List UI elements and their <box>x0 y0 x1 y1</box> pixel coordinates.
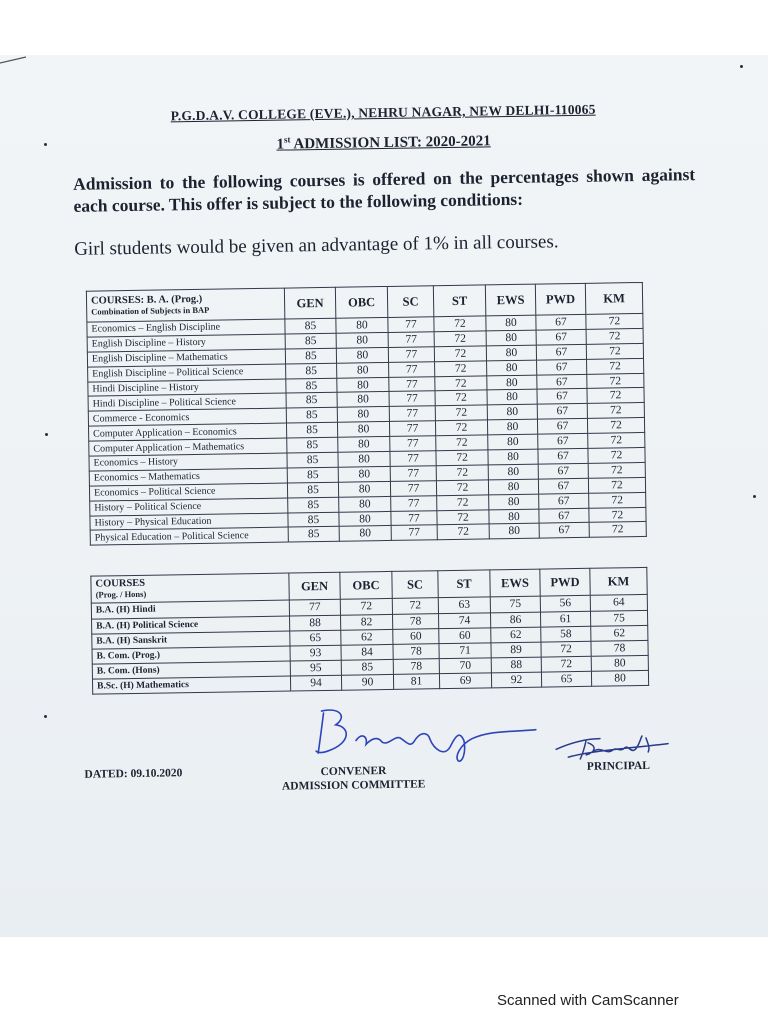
cutoff-cell-ews: 80 <box>489 509 539 525</box>
cutoff-cell-obc: 80 <box>339 496 391 512</box>
course-column-header <box>86 288 284 322</box>
cutoff-cell-obc: 80 <box>337 392 389 408</box>
cutoff-cell-pwd: 72 <box>541 656 591 672</box>
cutoff-cell-pwd: 67 <box>537 359 587 375</box>
course-name-cell: B. Com. (Prog.) <box>92 646 290 664</box>
cutoff-cell-gen: 93 <box>290 645 341 661</box>
cutoff-cell-pwd: 67 <box>537 404 587 420</box>
intro-paragraph: Admission to the following courses is offered on the percentages shown against each course. This offer is subject to the following conditions: <box>73 164 696 216</box>
cutoff-cell-obc: 80 <box>338 466 390 482</box>
cutoff-cell-gen: 85 <box>288 512 339 528</box>
cutoff-cell-st: 69 <box>439 673 491 689</box>
cutoff-cell-pwd: 65 <box>541 672 591 688</box>
cutoff-cell-st: 72 <box>435 390 487 406</box>
cutoff-cell-km: 72 <box>588 433 645 449</box>
cutoff-cell-sc: 78 <box>393 659 439 675</box>
cutoff-cell-gen: 85 <box>287 452 338 468</box>
column-header-obc: OBC <box>335 286 387 318</box>
page-corner-mark <box>0 55 40 75</box>
cutoff-cell-st: 72 <box>436 435 488 451</box>
cutoff-cell-km: 80 <box>591 656 648 672</box>
cutoff-cell-st: 72 <box>437 495 489 511</box>
cutoff-cell-sc: 77 <box>390 466 436 482</box>
cutoff-cell-km: 72 <box>586 313 643 329</box>
list-ordinal: 1 <box>276 136 285 153</box>
cutoff-cell-ews: 80 <box>487 419 537 435</box>
cutoff-cell-pwd: 67 <box>537 419 587 435</box>
cutoff-cell-st: 60 <box>439 628 491 644</box>
cutoff-cell-obc: 80 <box>338 437 390 453</box>
scan-speck <box>44 715 47 718</box>
cutoff-cell-obc: 80 <box>336 317 388 333</box>
cutoff-cell-gen: 85 <box>286 378 337 394</box>
course-name-cell: Hindi Discipline – History <box>88 379 286 397</box>
cutoff-cell-obc: 62 <box>341 629 393 645</box>
cutoff-cell-ews: 75 <box>490 596 540 612</box>
cutoff-cell-gen: 85 <box>287 467 338 483</box>
cutoff-cell-sc: 72 <box>392 598 438 614</box>
cutoff-cell-km: 72 <box>588 477 645 493</box>
cutoff-cell-st: 70 <box>439 658 491 674</box>
cutoff-cell-sc: 77 <box>391 525 437 541</box>
cutoff-cell-sc: 77 <box>389 406 435 422</box>
course-name-cell: Hindi Discipline – Political Science <box>88 394 286 412</box>
cutoff-cell-obc: 80 <box>337 377 389 393</box>
cutoff-cell-sc: 77 <box>390 436 436 452</box>
course-name-cell: B.Sc. (H) Mathematics <box>92 676 290 694</box>
cutoff-cell-km: 78 <box>591 640 648 656</box>
column-header-gen: GEN <box>284 287 335 319</box>
cutoff-cell-st: 71 <box>439 643 491 659</box>
cutoff-cell-pwd: 67 <box>536 344 586 360</box>
cutoff-cell-km: 72 <box>587 358 644 374</box>
cutoff-cell-st: 72 <box>434 316 486 332</box>
course-name-cell: B. Com. (Hons) <box>92 661 290 679</box>
cutoff-cell-km: 75 <box>590 610 647 626</box>
column-header-km: KM <box>590 568 647 596</box>
cutoff-cell-obc: 80 <box>337 407 389 423</box>
cutoff-cell-ews: 80 <box>487 375 537 391</box>
course-name-cell: Commerce - Economics <box>88 408 286 426</box>
cutoff-cell-sc: 77 <box>388 317 434 333</box>
convener-title: CONVENER <box>320 765 387 779</box>
course-name-cell: Physical Education – Political Science <box>90 528 288 546</box>
cutoff-cell-pwd: 56 <box>540 596 590 612</box>
cutoff-cell-gen: 77 <box>289 600 340 616</box>
table-body <box>91 595 648 695</box>
cutoff-cell-pwd: 58 <box>541 626 591 642</box>
cutoff-cell-sc: 77 <box>389 361 435 377</box>
cutoff-cell-st: 72 <box>436 465 488 481</box>
cutoff-cell-ews: 80 <box>487 390 537 406</box>
cutoff-cell-pwd: 61 <box>540 611 590 627</box>
cutoff-cell-st: 72 <box>437 524 489 540</box>
course-name-cell: Economics – Political Science <box>89 483 287 501</box>
cutoff-cell-st: 74 <box>438 612 490 628</box>
cutoff-cell-ews: 88 <box>491 657 541 673</box>
list-ordinal-suffix: st <box>283 134 291 145</box>
cutoff-cell-sc: 78 <box>392 613 438 629</box>
cutoff-cell-sc: 77 <box>391 510 437 526</box>
cutoff-cell-sc: 77 <box>389 421 435 437</box>
cutoff-cell-pwd: 67 <box>539 508 589 524</box>
cutoff-cell-gen: 85 <box>288 497 339 513</box>
cutoff-cell-st: 72 <box>435 361 487 377</box>
cutoff-cell-pwd: 67 <box>539 523 589 539</box>
cutoff-cell-ews: 80 <box>486 330 536 346</box>
column-header-km: KM <box>585 282 642 314</box>
cutoff-cell-gen: 88 <box>290 615 341 631</box>
cutoff-cell-obc: 80 <box>339 526 391 542</box>
cutoff-cell-km: 72 <box>589 492 646 508</box>
column-header-gen: GEN <box>289 573 340 601</box>
cutoff-cell-ews: 80 <box>487 404 537 420</box>
column-header-pwd: PWD <box>535 283 585 315</box>
course-name-cell: Economics – Mathematics <box>89 468 287 486</box>
cutoff-cell-gen: 85 <box>286 363 337 379</box>
course-name-cell: Computer Application – Mathematics <box>89 438 287 456</box>
course-header-title: COURSES <box>95 578 146 590</box>
cutoff-cell-sc: 77 <box>388 347 434 363</box>
cutoff-cell-st: 72 <box>435 405 487 421</box>
cutoff-cell-gen: 94 <box>290 676 341 692</box>
cutoff-cell-obc: 80 <box>336 332 388 348</box>
cutoff-cell-pwd: 67 <box>536 314 586 330</box>
cutoff-cell-km: 72 <box>587 418 644 434</box>
course-column-header <box>91 573 289 603</box>
principal-title: PRINCIPAL <box>586 760 651 774</box>
cutoff-cell-pwd: 72 <box>541 641 591 657</box>
cutoff-cell-obc: 84 <box>341 644 393 660</box>
admission-list-title <box>72 128 694 157</box>
cutoff-cell-gen: 95 <box>290 660 341 676</box>
cutoff-cell-st: 72 <box>436 480 488 496</box>
course-header-subtitle: (Prog. / Hons) <box>95 589 147 600</box>
cutoff-cell-km: 72 <box>588 462 645 478</box>
column-header-ews: EWS <box>490 569 540 597</box>
cutoff-cell-pwd: 67 <box>538 478 588 494</box>
cutoff-cell-km: 72 <box>589 507 646 523</box>
cutoff-cell-pwd: 67 <box>539 493 589 509</box>
scan-speck <box>45 433 48 436</box>
cutoff-cell-km: 80 <box>591 671 648 687</box>
hons-cutoff-table <box>90 567 649 695</box>
cutoff-cell-sc: 60 <box>393 628 439 644</box>
cutoff-cell-km: 72 <box>587 403 644 419</box>
cutoff-cell-gen: 85 <box>288 527 339 543</box>
cutoff-cell-obc: 85 <box>341 660 393 676</box>
cutoff-cell-st: 63 <box>438 597 490 613</box>
cutoff-cell-pwd: 67 <box>536 329 586 345</box>
cutoff-cell-obc: 80 <box>337 362 389 378</box>
cutoff-cell-ews: 80 <box>486 345 536 361</box>
cutoff-cell-gen: 85 <box>285 333 336 349</box>
course-name-cell: History – Physical Education <box>90 513 288 531</box>
cutoff-cell-km: 72 <box>586 328 643 344</box>
cutoff-cell-st: 72 <box>435 420 487 436</box>
cutoff-cell-ews: 80 <box>488 449 538 465</box>
course-name-cell: Economics – English Discipline <box>87 319 285 337</box>
cutoff-cell-km: 72 <box>586 343 643 359</box>
cutoff-cell-obc: 72 <box>340 599 392 615</box>
camscanner-watermark: Scanned with CamScanner <box>497 992 679 1009</box>
cutoff-cell-ews: 80 <box>488 434 538 450</box>
column-header-sc: SC <box>392 571 438 599</box>
column-header-pwd: PWD <box>540 569 590 597</box>
cutoff-cell-km: 64 <box>590 595 647 611</box>
cutoff-cell-pwd: 67 <box>537 389 587 405</box>
list-title-text: ADMISSION LIST: 2020-2021 <box>290 133 491 153</box>
cutoff-cell-gen: 85 <box>286 393 337 409</box>
course-name-cell: English Discipline – Political Science <box>88 364 286 382</box>
cutoff-cell-sc: 77 <box>391 495 437 511</box>
convener-committee: ADMISSION COMMITTEE <box>281 778 426 794</box>
course-header-title: COURSES: B. A. (Prog.) <box>90 293 203 307</box>
cutoff-cell-sc: 78 <box>393 644 439 660</box>
cutoff-cell-pwd: 67 <box>537 374 587 390</box>
bap-cutoff-table <box>86 282 647 546</box>
cutoff-cell-sc: 77 <box>389 376 435 392</box>
cutoff-cell-ews: 80 <box>487 360 537 376</box>
cutoff-cell-pwd: 67 <box>538 463 588 479</box>
table-body <box>87 313 646 545</box>
cutoff-cell-gen: 85 <box>285 348 336 364</box>
scan-speck <box>44 143 47 146</box>
cutoff-cell-ews: 80 <box>488 479 538 495</box>
cutoff-cell-sc: 81 <box>393 674 439 690</box>
scan-speck <box>740 65 743 68</box>
column-header-ews: EWS <box>485 284 535 316</box>
cutoff-cell-ews: 80 <box>489 524 539 540</box>
cutoff-cell-obc: 80 <box>338 481 390 497</box>
course-name-cell: English Discipline – History <box>87 334 285 352</box>
cutoff-cell-st: 72 <box>434 331 486 347</box>
cutoff-cell-ews: 80 <box>488 464 538 480</box>
cutoff-cell-gen: 85 <box>286 422 337 438</box>
cutoff-cell-km: 72 <box>587 388 644 404</box>
cutoff-cell-gen: 85 <box>285 318 336 334</box>
cutoff-cell-km: 72 <box>589 522 646 538</box>
cutoff-cell-ews: 89 <box>491 642 541 658</box>
column-header-sc: SC <box>387 286 433 318</box>
cutoff-cell-sc: 77 <box>388 332 434 348</box>
cutoff-cell-ews: 80 <box>486 315 536 331</box>
scan-speck <box>753 495 756 498</box>
cutoff-cell-km: 62 <box>591 625 648 641</box>
document-body <box>72 100 705 805</box>
column-header-st: ST <box>438 570 490 598</box>
cutoff-cell-st: 72 <box>437 509 489 525</box>
course-name-cell: B.A. (H) Political Science <box>92 616 290 634</box>
cutoff-cell-sc: 77 <box>390 451 436 467</box>
column-header-st: ST <box>433 285 485 317</box>
cutoff-cell-pwd: 67 <box>538 433 588 449</box>
cutoff-cell-ews: 62 <box>491 627 541 643</box>
convener-signature <box>309 700 540 768</box>
course-name-cell: Computer Application – Economics <box>89 423 287 441</box>
cutoff-cell-km: 72 <box>587 373 644 389</box>
cutoff-cell-obc: 90 <box>341 675 393 691</box>
cutoff-cell-st: 72 <box>435 375 487 391</box>
cutoff-cell-gen: 85 <box>286 408 337 424</box>
cutoff-cell-gen: 85 <box>287 482 338 498</box>
cutoff-cell-obc: 80 <box>336 347 388 363</box>
college-name: P.G.D.A.V. COLLEGE (EVE.), NEHRU NAGAR, NEW DELHI-110065 <box>170 101 596 124</box>
course-header-subtitle: Combination of Subjects in BAP <box>91 304 210 317</box>
cutoff-cell-ews: 92 <box>491 672 541 688</box>
course-name-cell: History – Political Science <box>90 498 288 516</box>
cutoff-cell-st: 72 <box>436 450 488 466</box>
course-name-cell: English Discipline – Mathematics <box>87 349 285 367</box>
cutoff-cell-ews: 86 <box>490 612 540 628</box>
cutoff-cell-obc: 80 <box>337 422 389 438</box>
convener-block <box>268 764 438 795</box>
girls-advantage-note: Girl students would be given an advantage of 1% in all courses. <box>74 231 559 260</box>
cutoff-cell-pwd: 67 <box>538 448 588 464</box>
cutoff-cell-sc: 77 <box>390 481 436 497</box>
cutoff-cell-ews: 80 <box>489 494 539 510</box>
cutoff-cell-gen: 65 <box>290 630 341 646</box>
column-header-obc: OBC <box>340 572 392 600</box>
cutoff-cell-st: 72 <box>434 346 486 362</box>
course-name-cell: B.A. (H) Hindi <box>91 600 289 618</box>
course-name-cell: B.A. (H) Sanskrit <box>92 631 290 649</box>
dated-label: DATED: 09.10.2020 <box>84 767 183 782</box>
cutoff-cell-obc: 82 <box>341 614 393 630</box>
cutoff-cell-obc: 80 <box>339 511 391 527</box>
cutoff-cell-obc: 80 <box>338 451 390 467</box>
signature-footer <box>82 706 705 806</box>
course-name-cell: Economics – History <box>89 453 287 471</box>
cutoff-cell-gen: 85 <box>287 437 338 453</box>
cutoff-cell-sc: 77 <box>389 391 435 407</box>
scanned-page <box>0 55 768 937</box>
cutoff-cell-km: 72 <box>588 447 645 463</box>
